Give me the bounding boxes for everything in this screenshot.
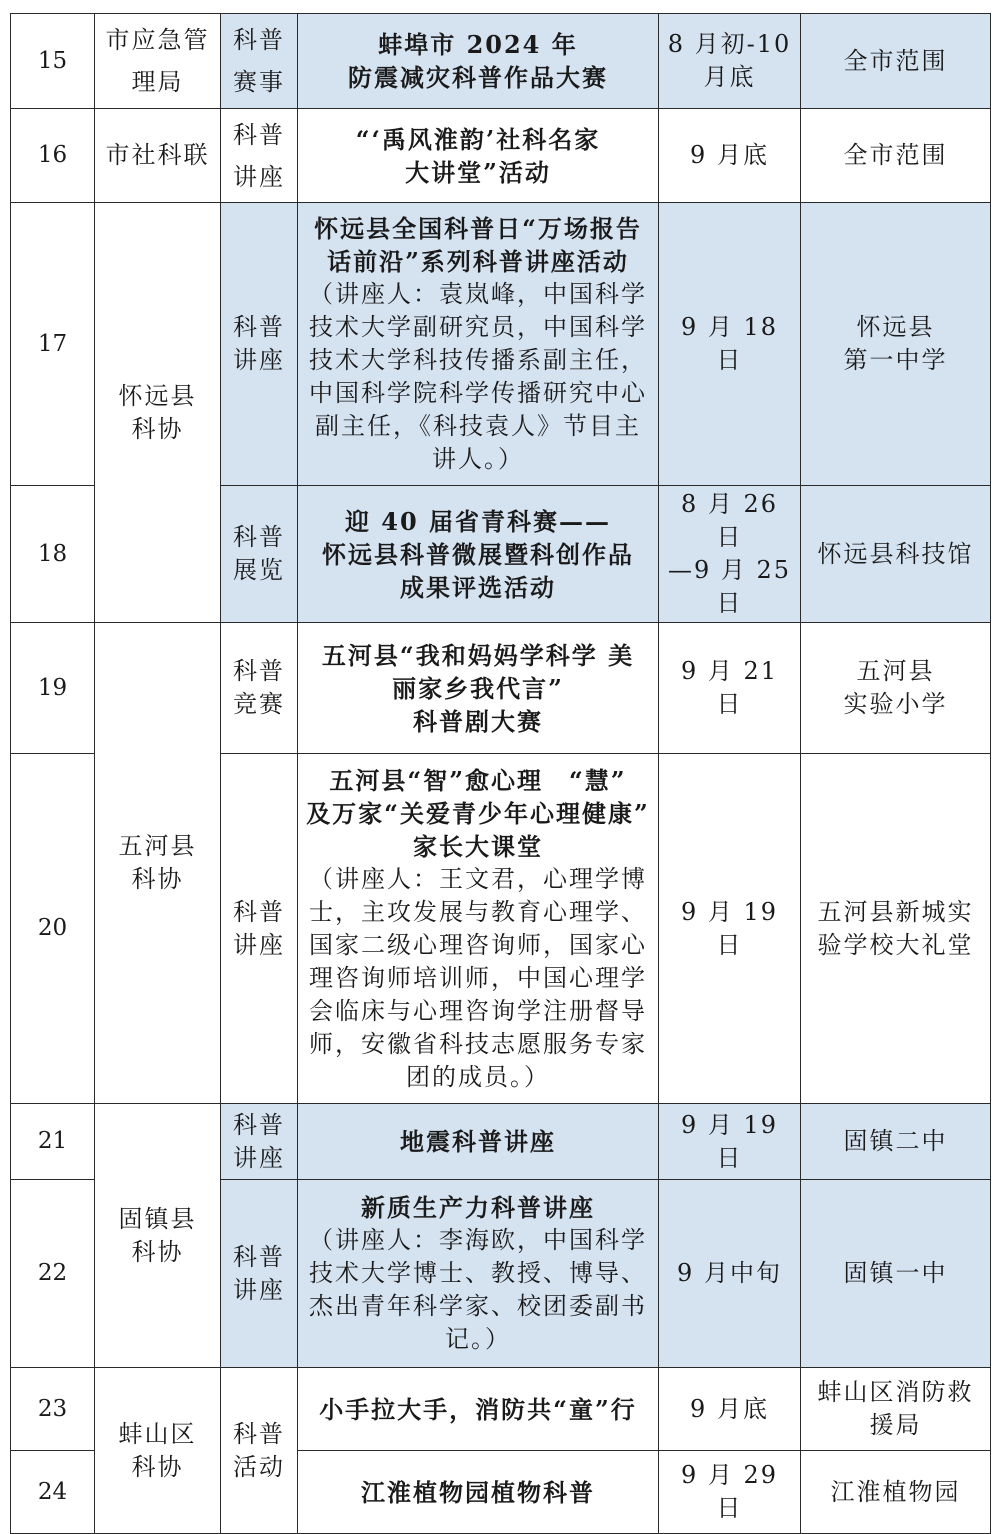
activity-cell — [298, 203, 659, 486]
time-cell: 8 月初-10 月底 — [659, 14, 801, 109]
table-row — [11, 1104, 991, 1180]
activity-title: 五河县“我和妈妈学科学 美 丽家乡我代言” 科普剧大赛 — [321, 640, 635, 736]
activity-table — [10, 13, 991, 1534]
venue-cell: 全市范围 — [801, 14, 991, 109]
row-number: 16 — [11, 109, 95, 203]
activity-type-text: 科普讲座 — [233, 897, 285, 959]
row-number: 21 — [11, 1104, 95, 1180]
table-row — [11, 203, 991, 486]
venue-cell: 蚌山区消防救 援局 — [801, 1368, 991, 1451]
row-number: 20 — [11, 754, 95, 1104]
activity-cell — [298, 1104, 659, 1180]
table-row — [11, 623, 991, 754]
row-number: 23 — [11, 1368, 95, 1451]
time-cell: 9 月 29 日 — [659, 1451, 801, 1534]
activity-description: （讲座人：李海欧，中国科学 技术大学博士、教授、博导、 杰出青年科学家、校团委副书 记。） — [309, 1226, 647, 1353]
activity-title: 江淮植物园植物科普 — [361, 1477, 595, 1507]
activity-type-text: 科普讲座 — [233, 120, 285, 191]
time-cell: 9 月底 — [659, 109, 801, 203]
activity-title: 地震科普讲座 — [400, 1127, 556, 1156]
organizer-cell: 怀远县 科协 — [95, 203, 221, 623]
activity-title: 新质生产力科普讲座 — [361, 1193, 595, 1222]
activity-cell — [298, 623, 659, 754]
activity-title: 蚌埠市 2024 年 防震减灾科普作品大赛 — [348, 30, 608, 92]
activity-type-text: 科普竞赛 — [233, 657, 285, 718]
activity-type-text: 科普展览 — [233, 523, 285, 584]
venue-cell: 怀远县科技馆 — [801, 486, 991, 623]
venue-cell: 五河县 实验小学 — [801, 623, 991, 754]
activity-cell — [298, 486, 659, 623]
activity-description: （讲座人：王文君，心理学博 士，主攻发展与教育心理学、 国家二级心理咨询师，国家心 理咨询师培训师，中国心理学 会临床与心理咨询学注册督导 师，安徽省科技志愿服务专家 团的成员。） — [309, 864, 647, 1091]
activity-type-text: 科普讲座 — [233, 313, 285, 374]
activity-cell — [298, 109, 659, 203]
organizer-text: 市应急管理局 — [105, 26, 210, 96]
activity-type-cell — [221, 623, 298, 754]
organizer-cell: 五河县 科协 — [95, 623, 221, 1104]
row-number: 18 — [11, 486, 95, 623]
time-cell: 8 月 26 日 —9 月 25 日 — [659, 486, 801, 623]
activity-description: （讲座人：袁岚峰，中国科学 技术大学副研究员，中国科学 技术大学科技传播系副主任， 中国科学院科学传播研究中心 副主任，《科技袁人》节目主 讲人。） — [309, 280, 647, 473]
activity-title: 五河县“智”愈心理 “慧” 及万家“关爱青少年心理健康” 家长大课堂 — [306, 765, 650, 861]
activity-type-cell — [221, 109, 298, 203]
activity-title: 小手拉大手，消防共“童”行 — [319, 1394, 637, 1424]
activity-type-text: 科普讲座 — [233, 1110, 285, 1172]
activity-cell — [298, 1451, 659, 1534]
time-cell: 9 月 18 日 — [659, 203, 801, 486]
row-number: 24 — [11, 1451, 95, 1534]
row-number: 17 — [11, 203, 95, 486]
activity-title: 迎 40 届省青科赛—— 怀远县科普微展暨科创作品 成果评选活动 — [322, 506, 634, 602]
venue-cell: 五河县新城实 验学校大礼堂 — [801, 754, 991, 1104]
time-cell: 9 月 21 日 — [659, 623, 801, 754]
organizer-cell: 蚌山区 科协 — [95, 1368, 221, 1534]
activity-type-cell — [221, 14, 298, 109]
activity-cell — [298, 14, 659, 109]
organizer-cell: 固镇县 科协 — [95, 1104, 221, 1368]
activity-type-cell — [221, 1180, 298, 1368]
row-number: 22 — [11, 1180, 95, 1368]
activity-type-cell — [221, 754, 298, 1104]
activity-type-cell — [221, 203, 298, 486]
activity-title: 怀远县全国科普日“万场报告 话前沿”系列科普讲座活动 — [314, 214, 642, 276]
time-cell: 9 月 19 日 — [659, 754, 801, 1104]
activity-type-text: 科普赛事 — [233, 26, 285, 96]
time-cell: 9 月底 — [659, 1368, 801, 1451]
activity-type-text: 科普讲座 — [233, 1242, 285, 1304]
activity-cell — [298, 754, 659, 1104]
venue-cell: 江淮植物园 — [801, 1451, 991, 1534]
activity-cell — [298, 1368, 659, 1451]
activity-cell — [298, 1180, 659, 1368]
table-row — [11, 109, 991, 203]
venue-cell: 怀远县 第一中学 — [801, 203, 991, 486]
organizer-cell: 市社科联 — [95, 109, 221, 203]
activity-type-cell — [221, 486, 298, 623]
table-row — [11, 14, 991, 109]
activity-type-cell — [221, 1104, 298, 1180]
row-number: 19 — [11, 623, 95, 754]
activity-type-cell — [221, 1368, 298, 1534]
activity-type-text: 科普活动 — [233, 1419, 285, 1481]
time-cell: 9 月 19 日 — [659, 1104, 801, 1180]
venue-cell: 固镇二中 — [801, 1104, 991, 1180]
table-row — [11, 1368, 991, 1451]
activity-title: “‘禹风淮韵’社科名家 大讲堂”活动 — [355, 124, 601, 187]
venue-cell: 全市范围 — [801, 109, 991, 203]
row-number: 15 — [11, 14, 95, 109]
organizer-cell — [95, 14, 221, 109]
venue-cell: 固镇一中 — [801, 1180, 991, 1368]
time-cell: 9 月中旬 — [659, 1180, 801, 1368]
